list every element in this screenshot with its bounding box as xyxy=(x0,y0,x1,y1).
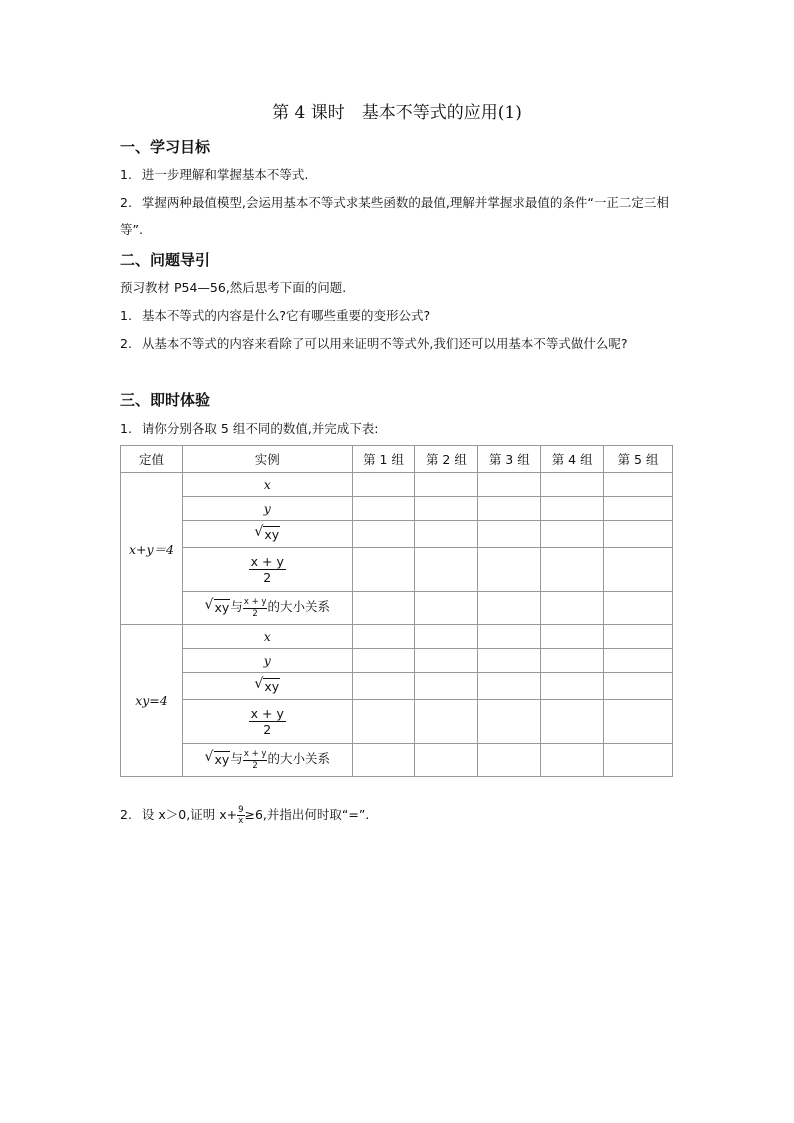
practice-question-2 xyxy=(120,801,680,828)
question-suffix: ≥6,并指出何时取“=”. xyxy=(244,807,370,822)
blank-cell xyxy=(415,548,478,592)
fraction-denominator: x xyxy=(238,816,244,826)
header-cell: 定值 xyxy=(121,446,183,473)
blank-cell xyxy=(478,649,541,673)
fraction-expression xyxy=(237,805,244,826)
blank-cell xyxy=(352,625,415,649)
item-number: 1. xyxy=(120,421,132,436)
blank-cell xyxy=(352,473,415,497)
blank-cell xyxy=(541,521,604,548)
compare-mid: 与 xyxy=(230,599,243,615)
blank-cell xyxy=(415,673,478,700)
group-label-cell: x+y＝4 xyxy=(121,473,183,625)
table-row xyxy=(121,744,673,777)
fraction-expression xyxy=(249,706,286,737)
table-row xyxy=(121,592,673,625)
blank-cell xyxy=(415,625,478,649)
item-text: 进一步理解和掌握基本不等式. xyxy=(141,167,309,182)
fraction-numerator: x + y xyxy=(243,749,267,760)
row-label-mean xyxy=(182,548,352,592)
blank-cell xyxy=(541,744,604,777)
item-text: 请你分别各取 5 组不同的数值,并完成下表: xyxy=(141,421,379,436)
compare-tail: 的大小关系 xyxy=(267,599,330,615)
blank-cell xyxy=(604,497,673,521)
fraction-denominator: 2 xyxy=(263,722,272,737)
table-row xyxy=(121,497,673,521)
blank-cell xyxy=(541,548,604,592)
blank-cell xyxy=(541,497,604,521)
blank-cell xyxy=(604,673,673,700)
page-title: 第 4 课时 基本不等式的应用(1) xyxy=(272,103,522,123)
blank-cell xyxy=(415,497,478,521)
item-number: 2. xyxy=(120,195,132,210)
blank-cell xyxy=(478,673,541,700)
fraction-denominator: 2 xyxy=(252,760,258,771)
blank-cell xyxy=(541,700,604,744)
practice-question-1 xyxy=(120,415,680,442)
compare-mid: 与 xyxy=(230,751,243,767)
question-prefix: 设 x＞0,证明 x+ xyxy=(141,807,238,822)
fraction-expression xyxy=(243,749,268,770)
blank-cell xyxy=(478,473,541,497)
blank-cell xyxy=(541,625,604,649)
header-cell: 实例 xyxy=(182,446,352,473)
fraction-denominator: 2 xyxy=(252,608,258,619)
guide-item-1 xyxy=(120,302,680,329)
item-text: 掌握两种最值模型,会运用基本不等式求某些函数的最值,理解并掌握求最值的条件“一正二定三相等”. xyxy=(120,195,669,237)
table-row xyxy=(121,625,673,649)
fraction-numerator: x + y xyxy=(250,706,284,721)
row-label-mean xyxy=(182,700,352,744)
sqrt-body: xy xyxy=(264,527,280,542)
blank-cell xyxy=(604,700,673,744)
sqrt-expression: √ xy xyxy=(204,596,230,615)
blank-cell xyxy=(352,548,415,592)
group-label-cell: xy=4 xyxy=(121,625,183,777)
blank-cell xyxy=(478,700,541,744)
compare-tail: 的大小关系 xyxy=(267,751,330,767)
item-number: 2. xyxy=(120,336,132,351)
fraction-numerator: x + y xyxy=(243,597,267,608)
item-number: 1. xyxy=(120,308,132,323)
header-cell: 第 3 组 xyxy=(478,446,541,473)
table-row xyxy=(121,673,673,700)
blank-cell xyxy=(352,521,415,548)
section-heading-guide: 二、问题导引 xyxy=(120,251,211,269)
table-row xyxy=(121,473,673,497)
row-label-y: y xyxy=(182,497,352,521)
objective-item-1 xyxy=(120,161,680,188)
sqrt-body: xy xyxy=(214,599,230,615)
guide-intro: 预习教材 P54—56,然后思考下面的问题. xyxy=(120,280,347,295)
sqrt-body: xy xyxy=(214,751,230,767)
blank-cell xyxy=(604,548,673,592)
header-cell: 第 1 组 xyxy=(352,446,415,473)
fraction-numerator: x + y xyxy=(250,554,284,569)
row-label-sqrt xyxy=(182,673,352,700)
blank-cell xyxy=(604,649,673,673)
blank-cell xyxy=(604,744,673,777)
values-table xyxy=(120,445,673,777)
row-label-x: x xyxy=(182,473,352,497)
item-text: 基本不等式的内容是什么?它有哪些重要的变形公式? xyxy=(141,308,431,323)
table-row xyxy=(121,521,673,548)
table-row xyxy=(121,700,673,744)
blank-cell xyxy=(415,744,478,777)
blank-cell xyxy=(478,744,541,777)
row-label-x: x xyxy=(182,625,352,649)
sqrt-expression: √ xy xyxy=(254,676,280,694)
fraction-expression xyxy=(243,597,268,618)
blank-cell xyxy=(352,497,415,521)
header-cell: 第 4 组 xyxy=(541,446,604,473)
row-label-sqrt xyxy=(182,521,352,548)
blank-cell xyxy=(352,700,415,744)
blank-cell xyxy=(478,521,541,548)
blank-cell xyxy=(541,649,604,673)
blank-cell xyxy=(541,592,604,625)
blank-cell xyxy=(541,473,604,497)
fraction-denominator: 2 xyxy=(263,570,272,585)
section-heading-objectives: 一、学习目标 xyxy=(120,138,211,156)
item-text: 从基本不等式的内容来看除了可以用来证明不等式外,我们还可以用基本不等式做什么呢? xyxy=(141,336,628,351)
blank-cell xyxy=(415,521,478,548)
header-cell: 第 5 组 xyxy=(604,446,673,473)
blank-cell xyxy=(541,673,604,700)
row-label-compare xyxy=(182,744,352,777)
blank-cell xyxy=(352,744,415,777)
blank-cell xyxy=(478,497,541,521)
blank-cell xyxy=(415,700,478,744)
blank-cell xyxy=(478,592,541,625)
blank-cell xyxy=(415,649,478,673)
blank-cell xyxy=(352,592,415,625)
fraction-numerator: 9 xyxy=(238,804,244,815)
blank-cell xyxy=(415,592,478,625)
blank-cell xyxy=(604,592,673,625)
blank-cell xyxy=(352,649,415,673)
table-header-row xyxy=(121,446,673,473)
sqrt-body: xy xyxy=(264,679,280,694)
guide-item-2 xyxy=(120,330,680,357)
sqrt-expression: √ xy xyxy=(254,524,280,542)
sqrt-expression: √ xy xyxy=(204,748,230,767)
blank-cell xyxy=(604,625,673,649)
row-label-y: y xyxy=(182,649,352,673)
item-number: 1. xyxy=(120,167,132,182)
blank-cell xyxy=(478,548,541,592)
blank-cell xyxy=(415,473,478,497)
objective-item-2 xyxy=(120,189,680,243)
item-number: 2. xyxy=(120,807,132,822)
table-row xyxy=(121,548,673,592)
blank-cell xyxy=(604,521,673,548)
blank-cell xyxy=(604,473,673,497)
fraction-expression xyxy=(249,554,286,585)
blank-cell xyxy=(478,625,541,649)
blank-cell xyxy=(352,673,415,700)
table-row xyxy=(121,649,673,673)
header-cell: 第 2 组 xyxy=(415,446,478,473)
row-label-compare xyxy=(182,592,352,625)
section-heading-practice: 三、即时体验 xyxy=(120,391,211,409)
